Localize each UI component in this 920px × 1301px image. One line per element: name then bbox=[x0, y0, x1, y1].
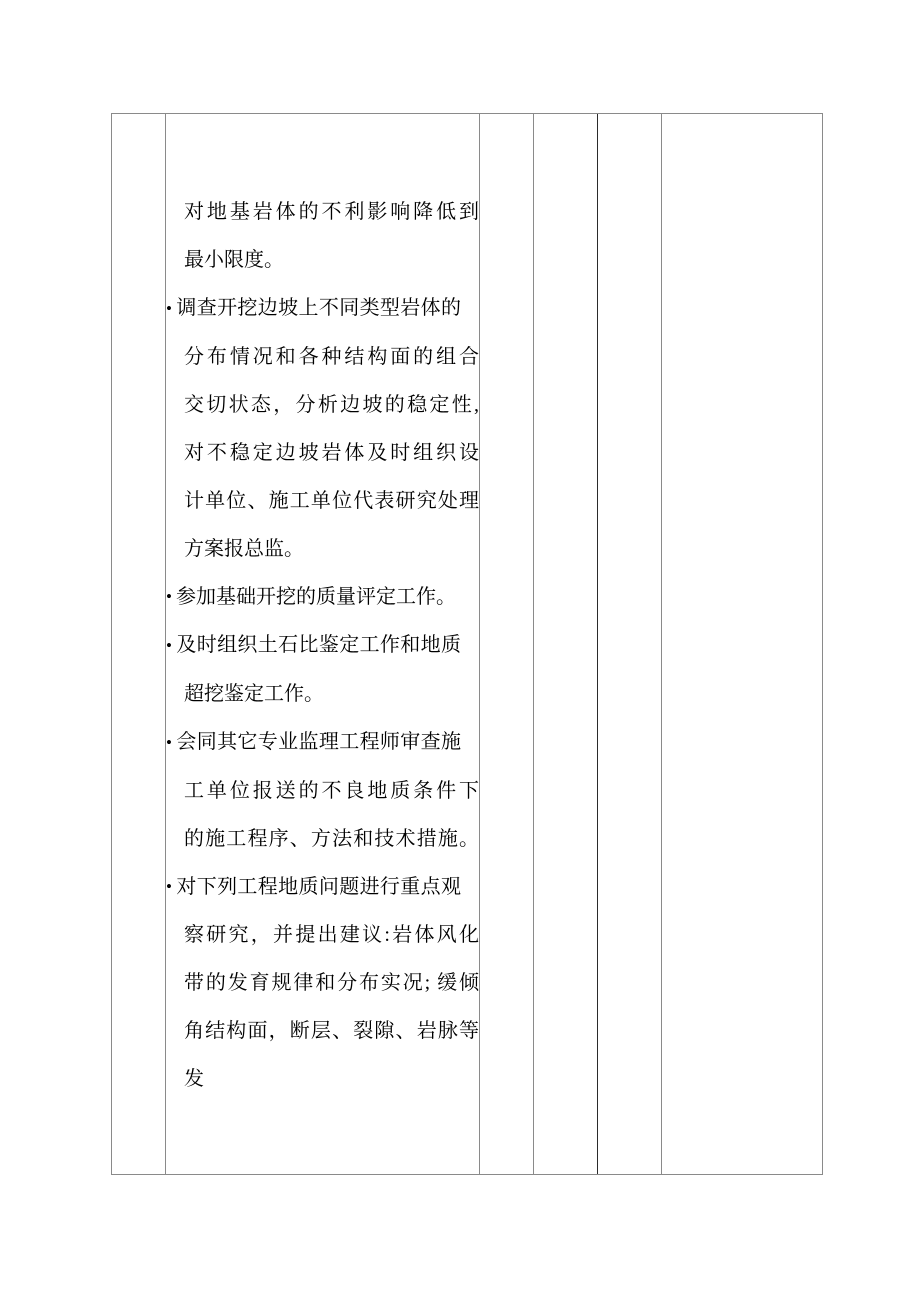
paragraph bbox=[166, 188, 479, 284]
text-line bbox=[184, 477, 479, 525]
text-run: 调查开挖边坡上不同类型岩体的 bbox=[176, 297, 461, 319]
text-run: 及时组织土石比鉴定工作和地质 bbox=[176, 634, 461, 657]
text-line bbox=[166, 573, 461, 622]
paragraph bbox=[166, 621, 479, 718]
bullet-icon: • bbox=[166, 732, 172, 752]
text-line bbox=[184, 670, 479, 718]
text-run: 最小限度。 bbox=[184, 249, 284, 271]
text-run: 计单位、施工单位代表研究处理 bbox=[184, 489, 479, 512]
text-run: 超挖鉴定工作。 bbox=[184, 683, 324, 706]
text-line bbox=[166, 863, 461, 912]
text-line bbox=[166, 284, 461, 333]
table-cell-empty-4 bbox=[597, 114, 661, 1174]
bullet-icon: • bbox=[166, 298, 172, 318]
text-line bbox=[184, 525, 479, 573]
paragraph bbox=[166, 573, 479, 622]
text-run: 对下列工程地质问题进行重点观 bbox=[176, 875, 461, 898]
bullet-icon: • bbox=[166, 587, 172, 607]
paragraph bbox=[166, 284, 479, 573]
paragraph bbox=[166, 718, 479, 863]
text-line bbox=[184, 1007, 479, 1055]
text-line bbox=[166, 718, 461, 767]
text-line bbox=[184, 1055, 479, 1103]
content-table bbox=[111, 113, 823, 1175]
text-line bbox=[184, 381, 479, 429]
text-run: 发 bbox=[184, 1068, 204, 1091]
text-run: 对不稳定边坡岩体及时组织设 bbox=[184, 441, 479, 464]
text-line bbox=[184, 429, 479, 477]
paragraph bbox=[166, 863, 479, 1104]
table-cell-empty-1 bbox=[112, 114, 165, 1174]
text-line bbox=[184, 959, 479, 1007]
text-run: 分布情况和各种结构面的组合 bbox=[184, 345, 479, 368]
text-run: 角结构面，断层、裂隙、岩脉等 bbox=[184, 1020, 479, 1043]
bullet-icon: • bbox=[166, 636, 172, 656]
text-run: 交切状态，分析边坡的稳定性, bbox=[184, 393, 479, 416]
text-run: 察研究，并提出建议:岩体风化 bbox=[184, 924, 479, 947]
text-run: 工单位报送的不良地质条件下 bbox=[184, 779, 479, 802]
text-line bbox=[166, 621, 461, 670]
text-line bbox=[184, 236, 479, 284]
text-run: 的施工程序、方法和技术措施。 bbox=[184, 827, 479, 850]
text-run: 对地基岩体的不利影响降低到 bbox=[184, 201, 479, 223]
text-line bbox=[184, 188, 479, 236]
text-run: 带的发育规律和分布实况; 缓倾 bbox=[184, 972, 479, 995]
table-cell-empty-2 bbox=[479, 114, 533, 1174]
table-cell-empty-5 bbox=[661, 114, 822, 1174]
text-run: 参加基础开挖的质量评定工作。 bbox=[176, 585, 456, 608]
main-cell-paragraphs bbox=[166, 114, 479, 1103]
text-line bbox=[184, 333, 479, 381]
bullet-icon: • bbox=[166, 877, 172, 897]
table-cell-main bbox=[165, 114, 479, 1174]
text-run: 方案报总监。 bbox=[184, 537, 304, 560]
text-run: 会同其它专业监理工程师审查施 bbox=[176, 731, 461, 754]
text-line bbox=[184, 767, 479, 815]
text-line bbox=[184, 815, 479, 863]
table-cell-empty-3 bbox=[533, 114, 597, 1174]
text-line bbox=[184, 911, 479, 959]
